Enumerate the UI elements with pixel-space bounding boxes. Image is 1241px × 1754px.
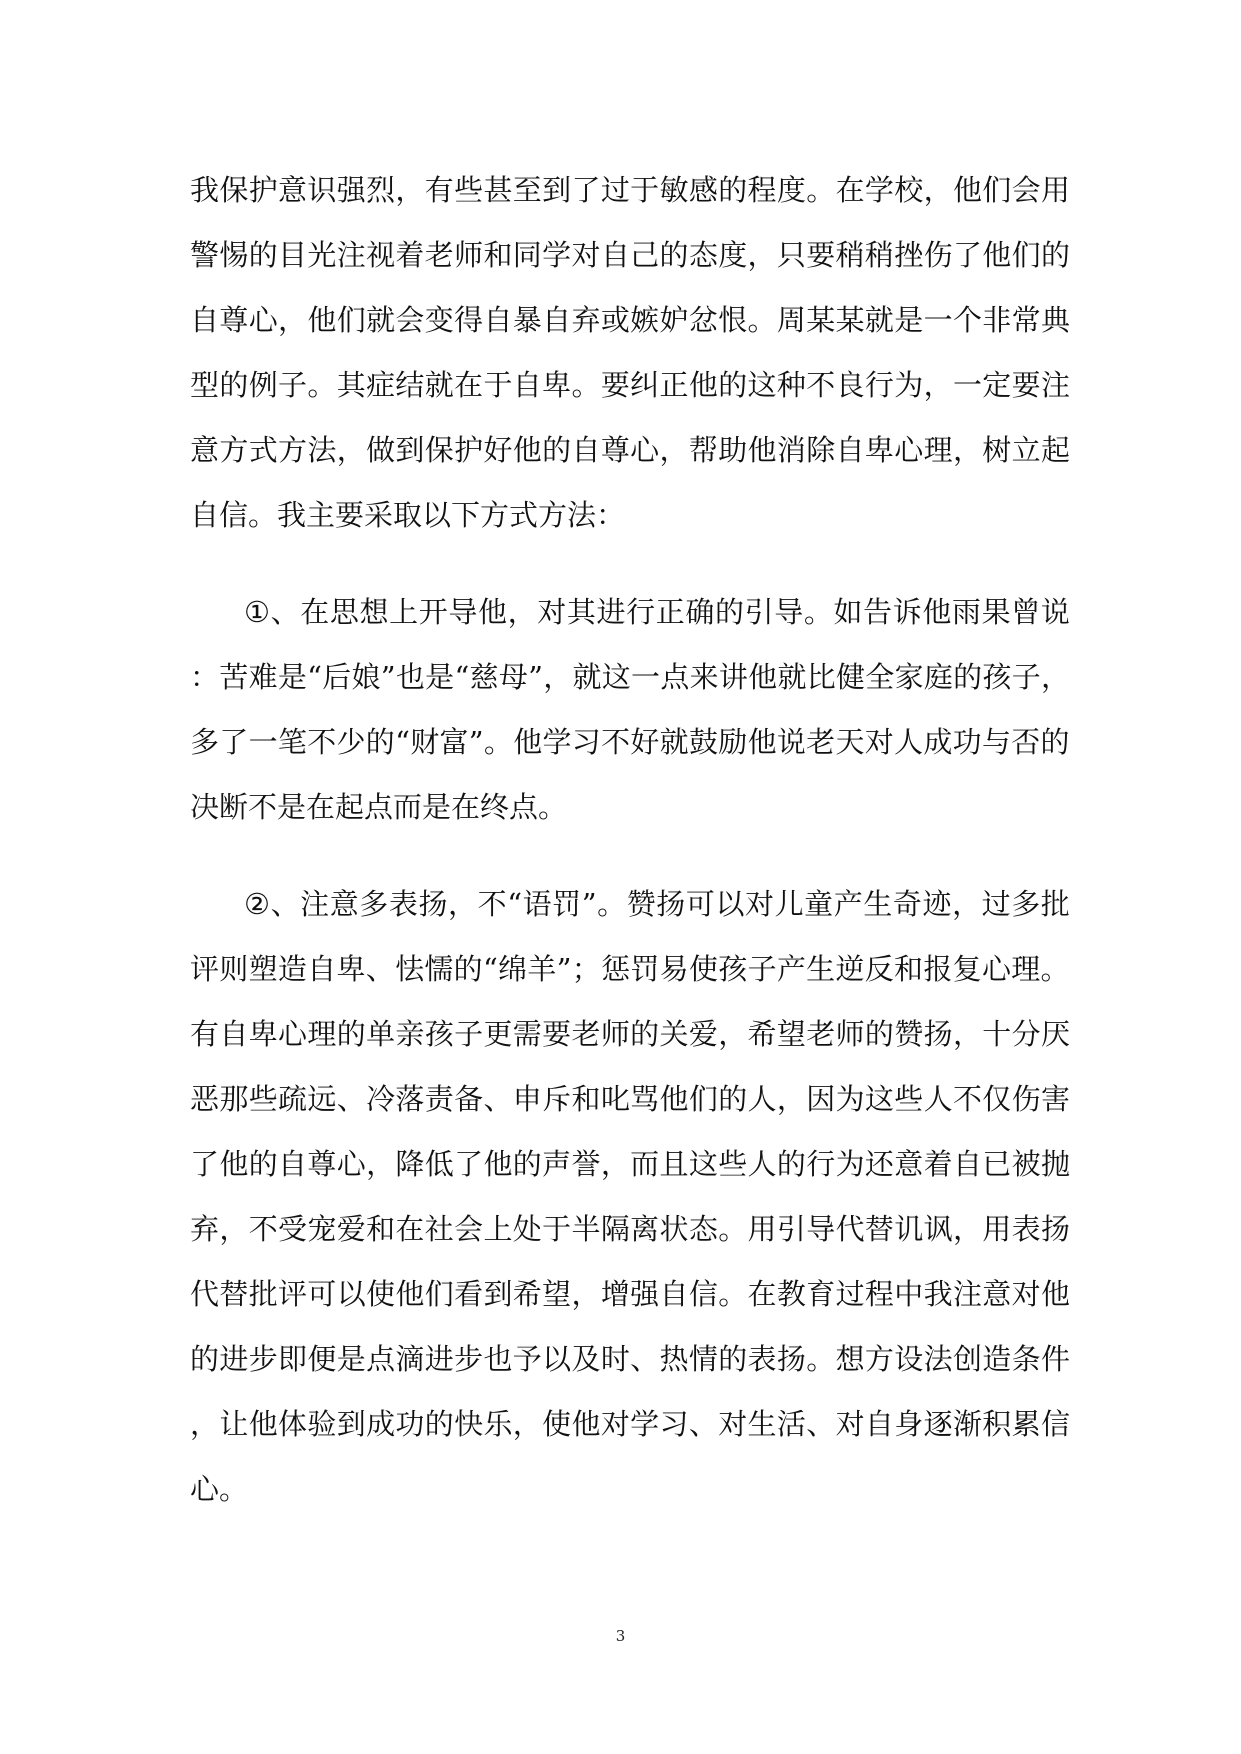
text-line: 意 方 式 方 法 ， 做 到 保 护 好 他 的 自 尊 心 ， 帮 助 他 消 除 自 卑 心 理 ， 树 立 起: [190, 433, 1070, 467]
text-line: ① 、 在 思 想 上 开 导 他 ， 对 其 进 行 正 确 的 引 导 。 如 告 诉 他 雨 果 曾 说: [244, 595, 1070, 629]
document-body: [190, 158, 1070, 1522]
text-line: 多 了 一 笔 不 少 的 “ 财 富 ” 。 他 学 习 不 好 就 鼓 励 他 说 老 天 对 人 成 功 与 否 的: [190, 725, 1070, 759]
text-line: ： 苦 难 是 “ 后 娘 ” 也 是 “ 慈 母 ” ， 就 这 一 点 来 讲 他 就 比 健 全 家 庭 的 孩 子 ，: [190, 660, 1070, 694]
paragraph-1: [190, 158, 1070, 548]
page-number: 3: [615, 1627, 626, 1645]
text-line: 自信。我主要采取以下方式方法：: [190, 498, 626, 532]
text-line: 警 惕 的 目 光 注 视 着 老 师 和 同 学 对 自 己 的 态 度 ， 只 要 稍 稍 挫 伤 了 他 们 的: [190, 238, 1070, 272]
text-line: 了 他 的 自 尊 心 ， 降 低 了 他 的 声 誉 ， 而 且 这 些 人 的 行 为 还 意 着 自 已 被 抛: [190, 1147, 1070, 1181]
paragraph-2: [190, 580, 1070, 840]
text-line: 型 的 例 子 。 其 症 结 就 在 于 自 卑 。 要 纠 正 他 的 这 种 不 良 行 为 ， 一 定 要 注: [190, 368, 1070, 402]
text-line: 我 保 护 意 识 强 烈 ， 有 些 甚 至 到 了 过 于 敏 感 的 程 度 。 在 学 校 ， 他 们 会 用: [190, 173, 1070, 207]
text-line: ， 让 他 体 验 到 成 功 的 快 乐 ， 使 他 对 学 习 、 对 生 活 、 对 自 身 逐 渐 积 累 信: [190, 1407, 1070, 1441]
text-line: 决断不是在起点而是在终点。: [190, 790, 568, 824]
text-line: 心。: [190, 1472, 249, 1506]
text-line: 代 替 批 评 可 以 使 他 们 看 到 希 望 ， 增 强 自 信 。 在 教 育 过 程 中 我 注 意 对 他: [190, 1277, 1070, 1311]
text-line: 的 进 步 即 便 是 点 滴 进 步 也 予 以 及 时 、 热 情 的 表 扬 。 想 方 设 法 创 造 条 件: [190, 1342, 1070, 1376]
paragraph-3: [190, 872, 1070, 1522]
text-line: 弃 ， 不 受 宠 爱 和 在 社 会 上 处 于 半 隔 离 状 态 。 用 引 导 代 替 讥 讽 ， 用 表 扬: [190, 1212, 1070, 1246]
text-line: 评 则 塑 造 自 卑 、 怯 懦 的 “ 绵 羊 ” ； 惩 罚 易 使 孩 子 产 生 逆 反 和 报 复 心 理 。: [190, 952, 1070, 986]
text-line: ② 、 注 意 多 表 扬 ， 不 “ 语 罚 ” 。 赞 扬 可 以 对 儿 童 产 生 奇 迹 ， 过 多 批: [244, 887, 1070, 921]
text-line: 自 尊 心 ， 他 们 就 会 变 得 自 暴 自 弃 或 嫉 妒 忿 恨 。 周 某 某 就 是 一 个 非 常 典: [190, 303, 1070, 337]
text-line: 有 自 卑 心 理 的 单 亲 孩 子 更 需 要 老 师 的 关 爱 ， 希 望 老 师 的 赞 扬 ， 十 分 厌: [190, 1017, 1070, 1051]
text-line: 恶 那 些 疏 远 、 冷 落 责 备 、 申 斥 和 叱 骂 他 们 的 人 ， 因 为 这 些 人 不 仅 伤 害: [190, 1082, 1070, 1116]
